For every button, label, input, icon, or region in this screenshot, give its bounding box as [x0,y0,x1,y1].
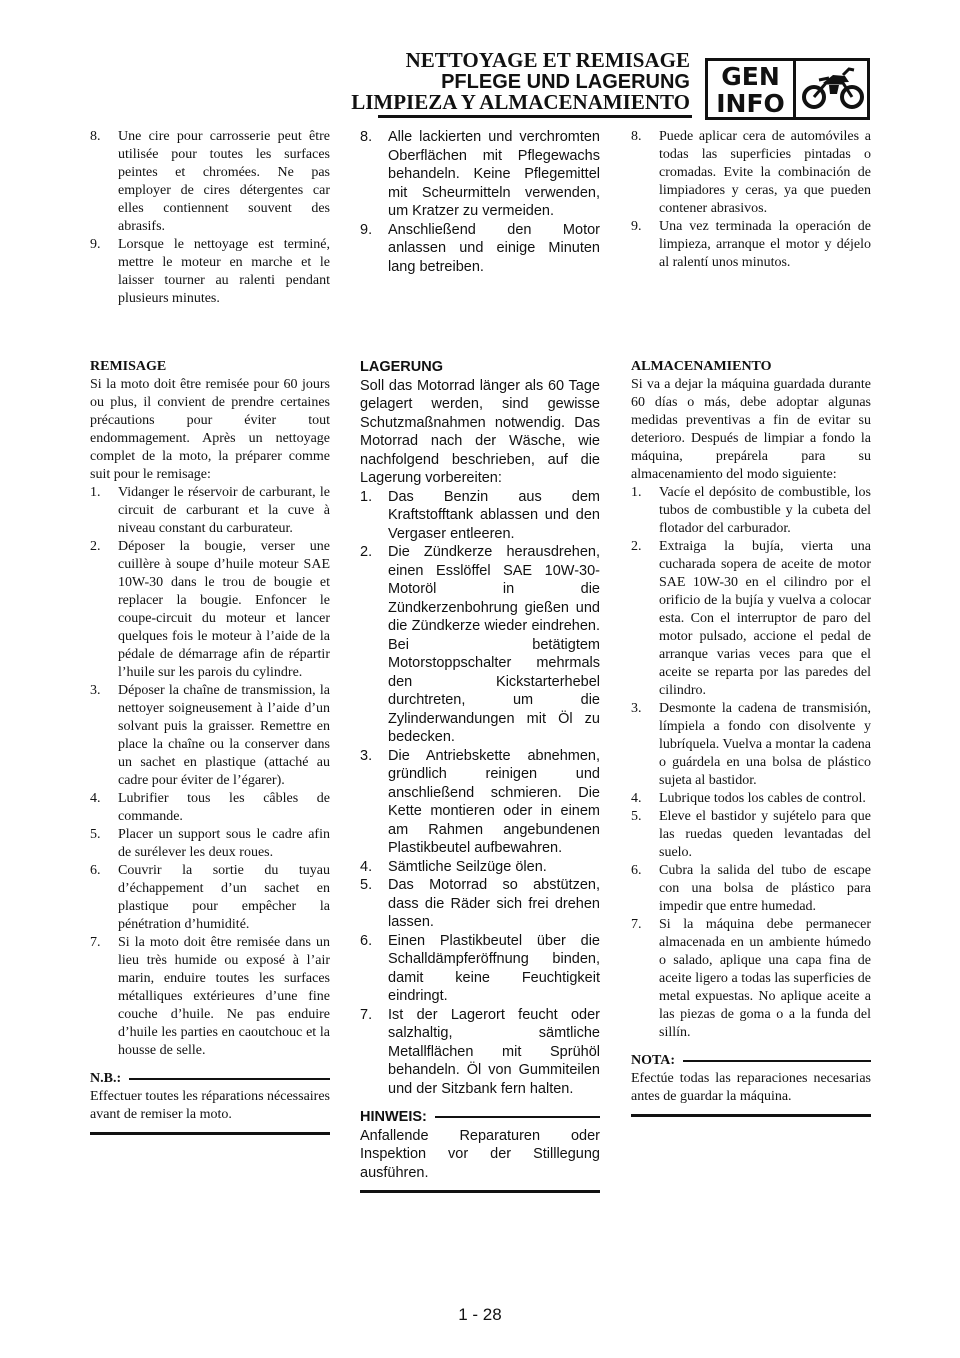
page-number: 1 - 28 [458,1305,502,1324]
badge-label-line2: INFO [716,89,785,118]
list-item: 8. Puede aplicar cera de automóviles a todas las superficies pintadas o cromadas. Evite la combinación de limpiadores y ceras, ya que pueden contener abrasivos. [631,129,871,216]
note-rule [435,1116,600,1118]
list-item: 2. Déposer la bougie, verser une cuillère à soupe d’huile moteur SAE 10W-30 dans le trou de bougie et replacer la bougie. Enfoncer le coupe-circuit du moteur et lancer quelques fois le moteur à l’aide de la pédale de démarrage afin de répartir l’huile sur les parois du cylindre. [90,539,330,680]
header-rule [378,115,692,118]
note-label: HINWEIS: [360,1109,427,1125]
list-item: 9. Lorsque le nettoyage est terminé, mettre le moteur en marche et le laisser tourner au ralenti pendant plusieurs minutes. [90,237,330,306]
list-item: 3. Desmonte la cadena de transmisión, límpiela a fondo con disolvente y lubríquela. Vuelva a montar la cadena o guárdela en una bolsa de plástico sujeta al bastidor. [631,701,871,788]
list-item: 4. Lubrique todos los cables de control. [631,791,866,806]
list-item: 6. Einen Plastikbeutel über die Schalldämpferöffnung binden, damit keine Feuchtigkeit eindringt. [360,932,600,1004]
note-text: Anfallende Reparaturen oder Inspektion vor der Stilllegung ausführen. [360,1127,600,1194]
motorcycle-icon [799,61,867,117]
list-item: 7. Ist der Lagerort feucht oder salzhaltig, sämtliche Metallflächen mit Sprühöl behandeln. Öl von Gummiteilen und der Sitzbank fern halten. [360,1006,600,1097]
storage-section-de [360,358,600,1193]
list-item: 8. Alle lackierten und verchromten Oberflächen mit Pflegewachs behandeln. Keine Pflegemittel mit Scheurmitteln verwenden, um Kratzer zu vermeiden. [360,129,600,219]
badge-label [708,61,796,117]
section-badge [705,58,870,120]
list-item: 3. Die Antriebskette abnehmen, gründlich reinigen und anschließend schmieren. Die Kette montieren oder in einem am Rahmen angebundenen Plastikbeutel aufbewahren. [360,747,600,856]
list-item: 8. Une cire pour carrosserie peut être utilisée pour toutes les surfaces peintes et chromées. Ne pas employer de cires détergentes car elles contiennent souvent des abrasifs. [90,129,330,234]
note-box [631,1052,871,1117]
intro-paragraph: Soll das Motorrad länger als 60 Tage gelagert werden, sind gewisse Schutzmaßnahmen notwendig. Das Motorrad nach der Wäsche, wie nachfolgend beschrieben, auf die Lagerung vorbereiten: [360,377,600,486]
list-item: 5. Das Motorrad so abstützen, dass die Räder sich frei drehen lassen. [360,877,600,930]
list-item: 1. Vacíe el depósito de combustible, los tubos de combustible y la cubeta del flotador del carburador. [631,485,871,536]
list-item: 2. Die Zündkerze herausdrehen, einen Esslöffel SAE 10W-30-Motoröl in die Zündkerzenbohrung gießen und die Zündkerze wieder eindrehen. Bei betätigtem Motorstoppschalter mehrmals den Kickstarterhebel durchtreten, um die Zylinderwandungen mit Öl zu bedecken. [360,544,600,745]
title-spanish: LIMPIEZA Y ALMACENAMIENTO [351,90,690,114]
section-heading: LAGERUNG [360,359,443,375]
list-item: 2. Extraiga la bujía, vierta una cucharada sopera de aceite de motor SAE 10W-30 en el cilindro por el orificio de la bujía y vuelva a colocar esta. Con el interruptor de paro del motor pulsado, accione el pedal de arranque varias veces para que el aceite se reparta por las paredes del cilindro. [631,539,871,698]
list-item: 1. Vidanger le réservoir de carburant, le circuit de carburant et la cuve à niveau constant du carburateur. [90,485,330,536]
list-item: 4. Sämtliche Seilzüge ölen. [360,858,547,875]
badge-label-line1: GEN [721,62,780,91]
list-item: 5. Placer un support sous le cadre afin de surélever les deux roues. [90,827,330,860]
note-box [90,1070,330,1135]
column-german [360,128,600,1181]
list-item: 6. Cubra la salida del tubo de escape con una bolsa de plástico para impedir que entre humedad. [631,863,871,914]
intro-paragraph: Si la moto doit être remisée pour 60 jours ou plus, il convient de prendre certaines précautions pour éviter tout endommagement. Après un nettoyage complet de la moto, la préparer comme suit pour le remisage: [90,377,330,482]
note-rule [683,1060,871,1062]
section-heading: ALMACENAMIENTO [631,359,772,374]
list-item: 7. Si la máquina debe permanecer almacenada en un ambiente húmedo o salado, aplique una capa fina de aceite ligero a todas las superficies de metal expuestas. No aplique aceite a las piezas de goma o a la funda del sillín. [631,917,871,1040]
title-french: NETTOYAGE ET REMISAGE [405,48,690,72]
note-label: N.B.: [90,1071,122,1086]
cleaning-list-fr [90,128,330,308]
list-item: 7. Si la moto doit être remisée dans un lieu très humide ou exposé à l’air marin, enduire toutes les surfaces métalliques extérieures d’une fine couche d’huile. Ne pas enduire d’huile les parties en caoutchouc et la housse de selle. [90,935,330,1058]
list-item: 1. Das Benzin aus dem Kraftstofftank ablassen und den Vergaser entleeren. [360,488,600,542]
note-text: Effectuer toutes les réparations nécessaires avant de remiser la moto. [90,1088,330,1135]
list-item: 6. Couvrir la sortie du tuyau d’échappement d’un sachet en plastique pour empêcher la pénétration d’humidité. [90,863,330,932]
note-box [360,1108,600,1193]
column-french [90,128,330,1122]
list-item: 9. Una vez terminada la operación de limpieza, arranque el motor y déjelo al ralentí unos minutos. [631,219,871,270]
storage-section-fr [90,358,330,1135]
list-item: 4. Lubrifier tous les câbles de commande. [90,791,330,824]
note-rule [129,1078,330,1080]
list-item: 5. Eleve el bastidor y sujételo para que las ruedas queden levantadas del suelo. [631,809,871,860]
section-heading: REMISAGE [90,359,167,374]
cleaning-list-es [631,128,871,272]
title-german: PFLEGE UND LAGERUNG [441,71,690,93]
intro-paragraph: Si va a dejar la máquina guardada durante 60 días o más, debe adoptar algunas medidas preventivas a fin de evitar su deterioro. Después de limpiar a fondo la máquina, prepárela para su almacenamiento del modo siguiente: [631,377,871,482]
note-text: Efectúe todas las reparaciones necesarias antes de guardar la máquina. [631,1070,871,1117]
list-item: 9. Anschließend den Motor anlassen und einige Minuten lang betreiben. [360,221,600,275]
cleaning-list-de [360,128,600,276]
note-label: NOTA: [631,1053,676,1068]
column-spanish [631,128,871,1104]
list-item: 3. Déposer la chaîne de transmission, la nettoyer soigneusement à l’aide d’un solvant puis la graisser. Remettre en place la chaîne ou la conserver dans un sachet en plastique (attaché au cadre pour éviter de l’égarer). [90,683,330,788]
storage-section-es [631,358,871,1117]
